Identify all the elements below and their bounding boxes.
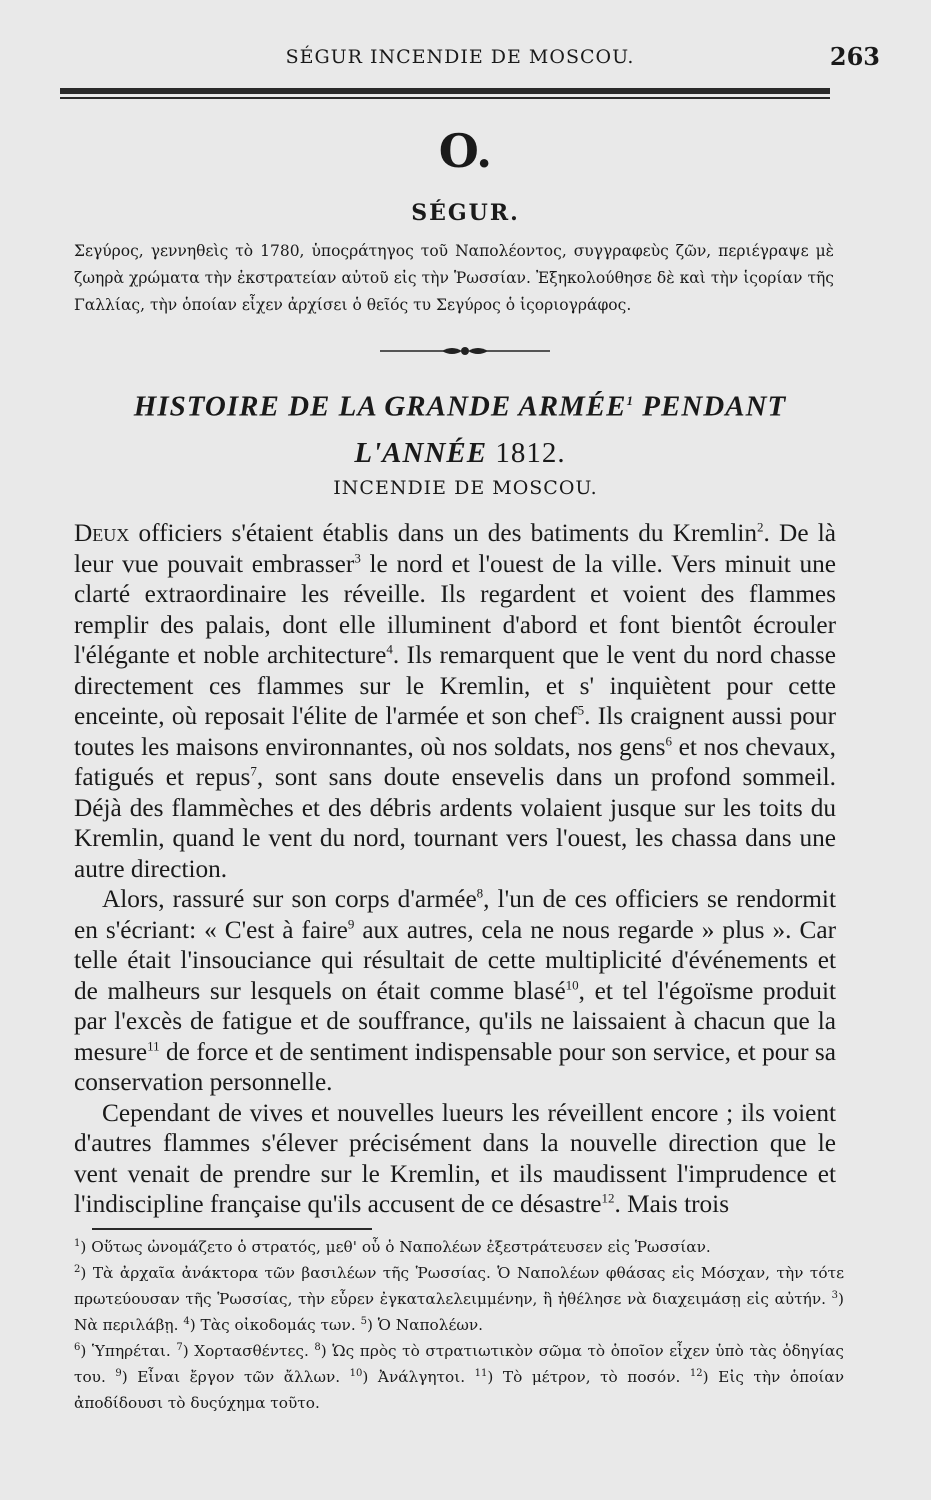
footnote-text: ) Εἰς τὴν ὁποίαν ἀποδίδουσι τὸ δυςύχημα τοῦτο. (74, 1368, 844, 1412)
text-run: officiers s'étaient établis dans un des batiments du Kremlin (129, 519, 758, 547)
footnote-text: ) Νὰ περιλάβῃ. (74, 1290, 844, 1334)
footnote-number: 9 (115, 1367, 122, 1379)
footnote-number: 6 (74, 1341, 81, 1353)
text-run: Cependant de vives et nouvelles lueurs les réveillent encore ; ils voient d'autres flammes s'élever précisément dans la nouvelle direction que le vent venait de prendre sur le Kremlin, et ils maudissent l'imprudence et l'indiscipline française qu'ils accusent de ce désastre (74, 1098, 836, 1218)
footnote-number: 2 (74, 1263, 81, 1275)
footnote-ref: 10 (565, 977, 579, 993)
footnote-text: ) Ἀνάλγητοι. (362, 1368, 466, 1386)
footnote-number: 7 (176, 1341, 183, 1353)
footnote-text: ) Εἶναι ἔργον τῶν ἄλλων. (121, 1368, 341, 1386)
work-title-line1-end: PENDANT (634, 390, 787, 423)
paragraph-2 (74, 884, 836, 1098)
footnote-ref: 2 (757, 519, 764, 535)
text-run: , l'un de ces officiers se rendormit en s'écriant: « C'est à faire (74, 885, 836, 944)
footnote-ref: 3 (354, 550, 361, 566)
work-title (60, 378, 860, 476)
footnote-ref: 4 (386, 641, 393, 657)
footnote-ref: 1 (626, 393, 635, 408)
text-run: . Ils craignent aussi pour toutes les maisons environnantes, où nos soldats, nos gens (74, 702, 836, 761)
footnote-ref: 7 (250, 763, 257, 779)
section-title: INCENDIE DE MOSCOU. (333, 477, 598, 499)
footnote-number: 4 (183, 1315, 190, 1327)
text-run: et nos chevaux, fatigués et repus (74, 732, 836, 791)
page-number: 263 (829, 42, 880, 71)
body-text (74, 518, 836, 1220)
running-head (60, 40, 880, 80)
footnote-number: 12 (689, 1367, 703, 1379)
footnote-ref: 11 (147, 1038, 160, 1054)
text-run: . Mais trois (614, 1190, 730, 1218)
author-name: SÉGUR. (411, 200, 520, 226)
text-run: . De là leur vue pouvait embrasser (74, 519, 836, 578)
footnote-ref: 6 (665, 733, 673, 749)
ornament-divider-icon (380, 343, 550, 359)
author-initial: O. (438, 124, 493, 178)
footnote-text: ) Τὰς οἰκοδομάς των. (189, 1316, 356, 1334)
text-run: , et tel l'égoïsme produit par l'excès de fatigue et de souffrance, qu'ils ne laissaient à chacun que la mesure (74, 976, 837, 1066)
footnote-ref: 5 (577, 702, 585, 718)
footnote-text: ) Χορτασθέντες. (182, 1342, 309, 1360)
footnote-ref: 8 (476, 885, 484, 901)
header-rule-thick (60, 88, 830, 94)
author-biography: Σεγύρος, γεννηθεὶς τὸ 1780, ὑποςράτηγος τοῦ Ναπολέοντος, συγγραφεὺς ζῶν, περιέγραψε μὲ ζωηρὰ χρώματα τὴν ἐκστρατείαν αὐτοῦ εἰς τὴν Ῥωσσίαν. Ἐξηκολούθησε δὲ καὶ τὴν ἱςορίαν τῆς Γαλλίας, τὴν ὁποίαν εἶχεν ἀρχίσει ὁ θεῖός τυ Σεγύρος ὁ ἱςοριογράφος. (74, 242, 834, 314)
footnote-number: 10 (349, 1367, 363, 1379)
footnote-1 (74, 1234, 844, 1260)
text-run: . Ils remarquent que le vent du nord chasse directement ces flammes sur le Kremlin, et s' inquiètent pour cette enceinte, où reposait l'élite de l'armée et son chef (74, 641, 836, 730)
footnote-6 (74, 1338, 844, 1416)
footnote-number: 3 (831, 1289, 839, 1301)
footnotes (74, 1234, 844, 1416)
footnote-text: ) Οὕτως ὠνομάζετο ὁ στρατός, μεθ' οὗ ὁ Ναπολέων ἐξεστράτευσεν εἰς Ῥωσσίαν. (80, 1238, 711, 1256)
footnote-number: 1 (74, 1237, 81, 1249)
paragraph-3 (74, 1098, 836, 1220)
footnote-text: ) Ὑπηρέται. (80, 1342, 171, 1360)
work-year: 1812. (495, 436, 566, 469)
footnote-ref: 9 (347, 916, 355, 932)
opening-word: Deux (74, 519, 130, 547)
footnote-ref: 12 (601, 1190, 615, 1206)
text-run: aux autres, cela ne nous regarde » plus ». Car telle était l'insouciance qui résultait de cette multiplicité d'événements et de malheurs sur lesquels on était comme blasé (74, 915, 837, 1005)
footnote-text: ) Τὸ μέτρον, τὸ ποσόν. (487, 1368, 681, 1386)
footnote-text: ) Ὁ Ναπολέων. (366, 1316, 484, 1334)
text-run: de force et de sentiment indispensable pour son service, et pour sa conservation personnelle. (74, 1037, 836, 1096)
footnote-number: 8 (314, 1341, 321, 1353)
footnote-rule (92, 1228, 372, 1230)
work-title-line1: HISTOIRE DE LA GRANDE ARMÉE (133, 390, 627, 423)
footnote-number: 5 (360, 1315, 367, 1327)
footnote-2 (74, 1260, 844, 1338)
footnote-text: ) Ὡς πρὸς τὸ στρατιωτικὸν σῶμα τὸ ὁποῖον εἶχεν ὑπὸ τὰς ὁδηγίας του. (74, 1342, 844, 1386)
text-run: , sont sans doute ensevelis dans un profond sommeil. Déjà des flammèches et des débris ardents volaient jusque sur les toits du Kremlin, quand le vent du nord, tournant vers l'ouest, les chassa dans une autre direction. (74, 763, 837, 883)
text-run: le nord et l'ouest de la ville. Vers minuit une clarté extraordinaire les réveille. Ils regardent et voient des flammes remplir des palais, dont elle illuminent d'abord et font bientôt écrouler l'élégante et noble architecture (74, 549, 836, 669)
running-title: SÉGUR INCENDIE DE MOSCOU. (285, 46, 635, 68)
header-rule-thin (60, 97, 830, 99)
paragraph-1 (74, 518, 836, 884)
footnote-text: ) Τὰ ἀρχαῖα ἀνάκτορα τῶν βασιλέων τῆς Ῥωσσίας. Ὁ Ναπολέων φθάσας εἰς Μόσχαν, τὴν τότε πρωτεύουσαν τῆς Ῥωσσίας, τὴν εὗρεν ἐγκαταλελειμμένην, ἣ ἠθέλησε νὰ διαχειμάσῃ εἰς αὐτήν. (74, 1264, 844, 1308)
footnote-number: 11 (474, 1367, 488, 1379)
work-title-line2: L'ANNÉE (354, 436, 488, 469)
text-run: Alors, rassuré sur son corps d'armée (102, 885, 477, 913)
